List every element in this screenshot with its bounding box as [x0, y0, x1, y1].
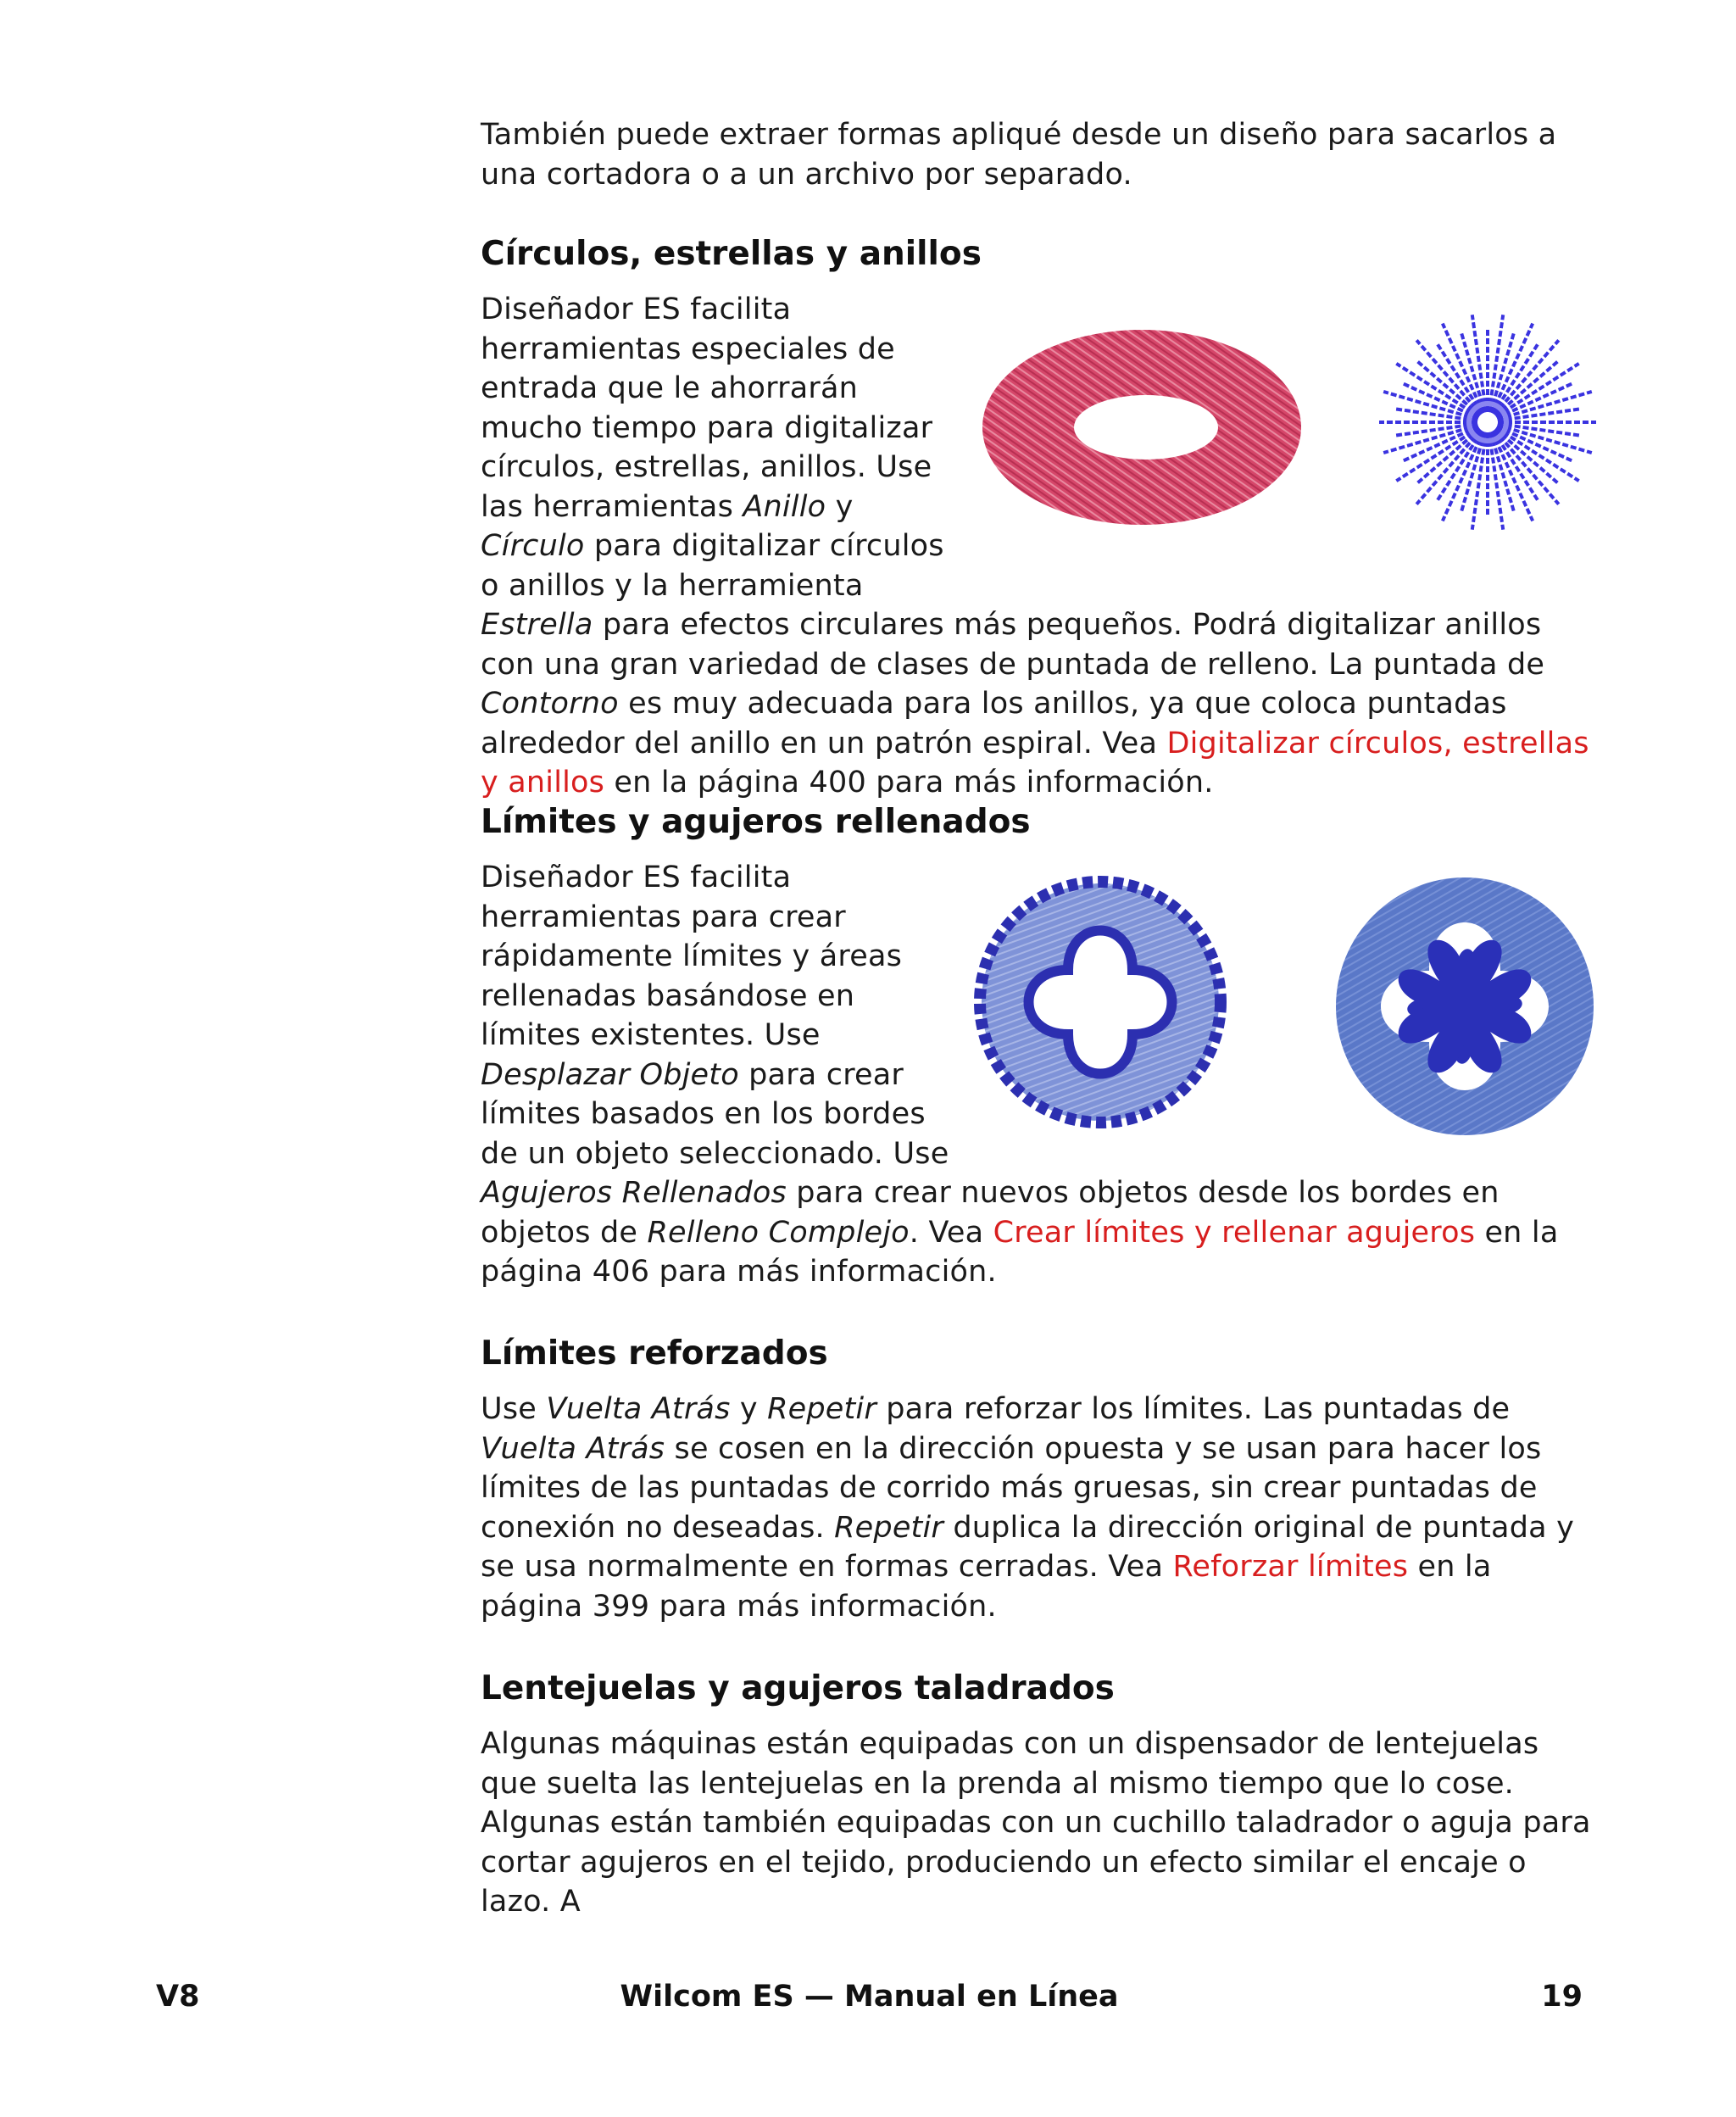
footer-version: V8 — [156, 1980, 200, 2014]
boundary-svg — [969, 875, 1596, 1155]
offset-boundary-icon — [980, 882, 1221, 1123]
section-reinforced — [481, 1334, 1596, 1626]
footer-page-number: 19 — [1541, 1980, 1583, 2014]
link-crear-limites[interactable]: Crear límites y rellenar agujeros — [993, 1215, 1476, 1250]
link-digitalizar-circulos[interactable]: Digitalizar círculos, estrellas y anillos — [481, 726, 1589, 799]
star-stitch — [1472, 432, 1487, 530]
star-stitch — [1489, 315, 1504, 412]
section-paragraph-reinforced: Use Vuelta Atrás y Repetir para reforzar los límites. Las puntadas de Vuelta Atrás se cosen en la dirección opuesta y se usan para hacer los límites de las puntadas de corrido más gruesas, sin crear puntadas de conexión no deseadas. Repetir duplica la dirección original de puntada y se usa normalmente en formas cerradas. Vea Reforzar límites en la página 399 para más información. — [481, 1392, 1575, 1624]
section-circles — [481, 234, 1596, 803]
star-stitch — [1489, 432, 1504, 530]
footer-title: Wilcom ES — Manual en Línea — [620, 1980, 1119, 2014]
star-icon — [1379, 315, 1596, 529]
section-paragraph-circles: Diseñador ES facilita herramientas especiales de entrada que le ahorrarán mucho tiempo para digitalizar círculos, estrellas, anillos. Use las herramientas Anillo y Círculo para digitalizar círculos o anillos y la herramienta Estrella para efectos circulares más pequeños. Podrá digitalizar anillos con una gran variedad de clases de puntada de relleno. La puntada de Contorno es muy adecuada para los anillos, ya que coloca puntadas alrededor del anillo en un patrón espiral. Vea Digitalizar círculos, estrellas y anillos en la página 400 para más información. — [481, 290, 1596, 803]
intro-block — [481, 115, 1596, 194]
section-heading-sequins: Lentejuelas y agujeros taladrados — [481, 1669, 1115, 1708]
section-paragraph-sequins: Algunas máquinas están equipadas con un dispensador de lentejuelas que suelta las lentejuelas en la prenda al mismo tiempo que lo cose. Algunas están también equipadas con un cuchillo taladrador o aguja para cortar agujeros en el tejido, produciendo un efecto similar el encaje o lazo. A — [481, 1727, 1591, 1919]
page-footer — [156, 1980, 1583, 2022]
section-sequins — [481, 1669, 1596, 1922]
intro-paragraph: También puede extraer formas apliqué desde un diseño para sacarlos a una cortadora o a un archivo por separado. — [481, 118, 1557, 192]
star-stitch — [1472, 315, 1487, 412]
ring-star-illustration — [969, 300, 1596, 571]
ring-icon — [982, 330, 1301, 525]
section-heading-reinforced: Límites reforzados — [481, 1334, 828, 1373]
ring-star-svg — [969, 300, 1596, 554]
boundary-illustration — [969, 875, 1596, 1163]
section-paragraph-boundaries: Diseñador ES facilita herramientas para crear rápidamente límites y áreas rellenadas basándose en límites existentes. Use Desplazar Objeto para crear límites basados en los bordes de un objeto seleccionado. Use Agujeros Rellenados para crear nuevos objetos desde los bordes en objetos de Relleno Complejo. Vea Crear límites y rellenar agujeros en la página 406 para más información. — [481, 858, 1596, 1292]
section-heading-circles: Círculos, estrellas y anillos — [481, 235, 982, 273]
section-heading-boundaries: Límites y agujeros rellenados — [481, 803, 1031, 841]
link-reforzar-limites[interactable]: Reforzar límites — [1172, 1550, 1409, 1584]
filled-hole-icon — [1336, 877, 1594, 1135]
section-boundaries — [481, 802, 1596, 1292]
